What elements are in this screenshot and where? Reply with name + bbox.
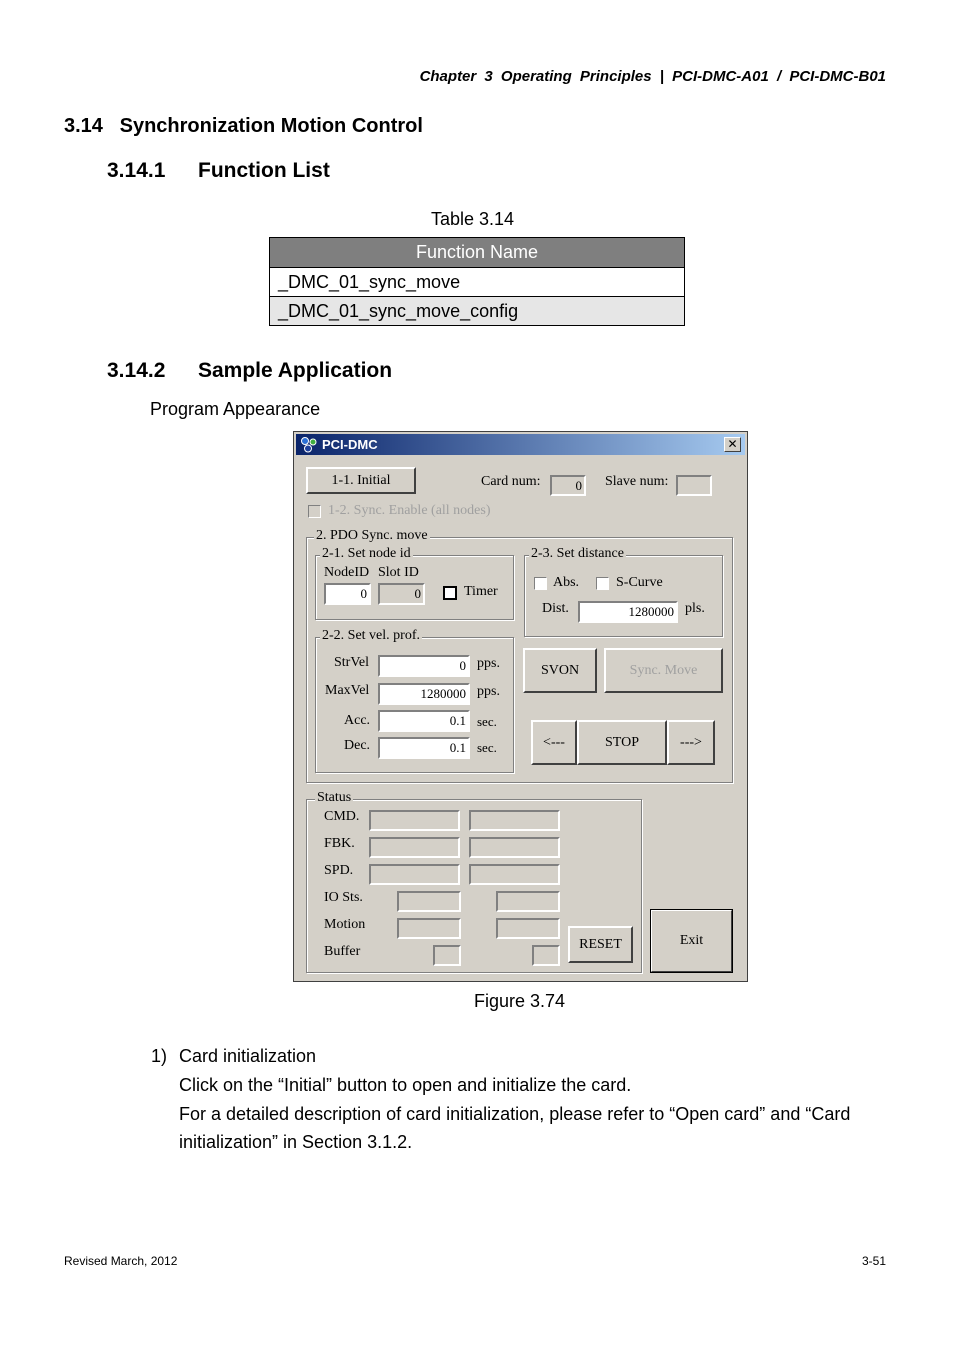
cmd-field-1	[369, 810, 460, 831]
sync-enable-checkbox[interactable]	[308, 505, 321, 518]
acc-input[interactable]: 0.1	[378, 710, 470, 732]
dist-input[interactable]: 1280000	[578, 601, 678, 623]
distance-group-title: 2-3. Set distance	[531, 546, 624, 561]
spd-field-2	[469, 864, 560, 885]
timer-checkbox[interactable]	[443, 586, 457, 600]
step-line: For a detailed description of card initialization, please refer to “Open card” and “Card	[179, 1104, 851, 1124]
abs-checkbox[interactable]	[534, 577, 547, 590]
buffer-field-2	[532, 945, 560, 966]
figure-caption: Figure 3.74	[474, 991, 566, 1011]
maxvel-label: MaxVel	[325, 683, 370, 698]
program-appearance-label: Program Appearance	[150, 399, 321, 419]
pci-dmc-dialog	[293, 431, 748, 982]
iosts-field-1	[397, 891, 461, 912]
subsection-number: 3.14.1	[107, 159, 166, 182]
fbk-label: FBK.	[324, 836, 355, 851]
footer-revision: Revised March, 2012	[64, 1254, 178, 1268]
scurve-label: S-Curve	[616, 575, 663, 590]
abs-label: Abs.	[553, 575, 580, 590]
acc-unit: sec.	[477, 714, 497, 729]
fbk-field-2	[469, 837, 560, 858]
jog-right-button[interactable]: --->	[667, 720, 715, 765]
slotid-input[interactable]: 0	[378, 583, 425, 605]
step-number: 1)	[151, 1046, 168, 1066]
table-header: Function Name	[270, 238, 685, 268]
slave-num-label: Slave num:	[605, 474, 669, 489]
spd-field-1	[369, 864, 460, 885]
buffer-field-1	[433, 945, 461, 966]
slotid-label: Slot ID	[378, 565, 419, 580]
fbk-field-1	[369, 837, 460, 858]
status-group-title: Status	[317, 790, 352, 805]
sync-enable-label: 1-2. Sync. Enable (all nodes)	[328, 503, 491, 518]
step-line: initialization” in Section 3.1.2.	[179, 1132, 413, 1152]
maxvel-input[interactable]: 1280000	[378, 683, 470, 705]
app-icon	[300, 436, 318, 453]
strvel-label: StrVel	[334, 655, 369, 670]
maxvel-unit: pps.	[477, 684, 500, 699]
strvel-input[interactable]: 0	[378, 655, 470, 677]
spd-label: SPD.	[324, 863, 354, 878]
slave-num-field[interactable]	[676, 475, 712, 496]
subsection-number: 3.14.2	[107, 359, 166, 382]
strvel-unit: pps.	[477, 656, 500, 671]
cmd-field-2	[469, 810, 560, 831]
dist-unit: pls.	[685, 601, 705, 616]
set-distance-group	[524, 546, 723, 637]
window-title: PCI-DMC	[322, 437, 378, 452]
step-line: Click on the “Initial” button to open and initialize the card.	[179, 1075, 632, 1095]
timer-label: Timer	[464, 584, 498, 599]
iosts-label: IO Sts.	[324, 890, 363, 905]
cmd-label: CMD.	[324, 809, 360, 824]
nodeid-label: NodeID	[324, 565, 370, 580]
dist-label: Dist.	[542, 601, 569, 616]
iosts-field-2	[496, 891, 560, 912]
card-num-field[interactable]: 0	[550, 475, 586, 496]
exit-button[interactable]: Exit	[650, 909, 733, 973]
stop-button[interactable]: STOP	[577, 720, 667, 765]
pdo-group-title: 2. PDO Sync. move	[316, 528, 428, 543]
subsection-title: Sample Application	[198, 359, 393, 382]
card-num-label: Card num:	[481, 474, 541, 489]
running-head: Chapter 3 Operating Principles | PCI-DMC-A01 / PCI-DMC-B01	[419, 68, 886, 85]
dec-unit: sec.	[477, 740, 497, 755]
acc-label: Acc.	[344, 713, 371, 728]
motion-field-1	[397, 918, 461, 939]
table-row: _DMC_01_sync_move	[270, 268, 685, 297]
step-title: Card initialization	[179, 1046, 317, 1066]
svon-button[interactable]: SVON	[523, 648, 597, 693]
subsection-function-list	[107, 159, 330, 183]
sync-move-button[interactable]: Sync. Move	[604, 648, 723, 693]
nodeid-input[interactable]: 0	[324, 583, 371, 605]
close-icon[interactable]: ✕	[724, 437, 741, 452]
vel-group-title: 2-2. Set vel. prof.	[322, 628, 420, 643]
scurve-checkbox[interactable]	[596, 577, 609, 590]
motion-label: Motion	[324, 917, 366, 932]
title-bar	[296, 434, 745, 455]
function-table	[269, 237, 685, 326]
subsection-title: Function List	[198, 159, 330, 182]
jog-left-button[interactable]: <---	[531, 720, 577, 765]
table-row: _DMC_01_sync_move_config	[270, 297, 685, 326]
node-group-title: 2-1. Set node id	[322, 546, 411, 561]
initial-button[interactable]: 1-1. Initial	[306, 467, 416, 494]
reset-button[interactable]: RESET	[568, 926, 633, 963]
section-number: 3.14	[64, 115, 103, 137]
dec-input[interactable]: 0.1	[378, 737, 470, 759]
section-title: Synchronization Motion Control	[119, 115, 423, 137]
subsection-sample-application	[107, 359, 392, 383]
page-number: 3-51	[861, 1254, 886, 1268]
buffer-label: Buffer	[324, 944, 361, 959]
section-heading	[64, 115, 423, 138]
motion-field-2	[496, 918, 560, 939]
table-caption: Table 3.14	[431, 209, 515, 229]
dec-label: Dec.	[344, 738, 371, 753]
